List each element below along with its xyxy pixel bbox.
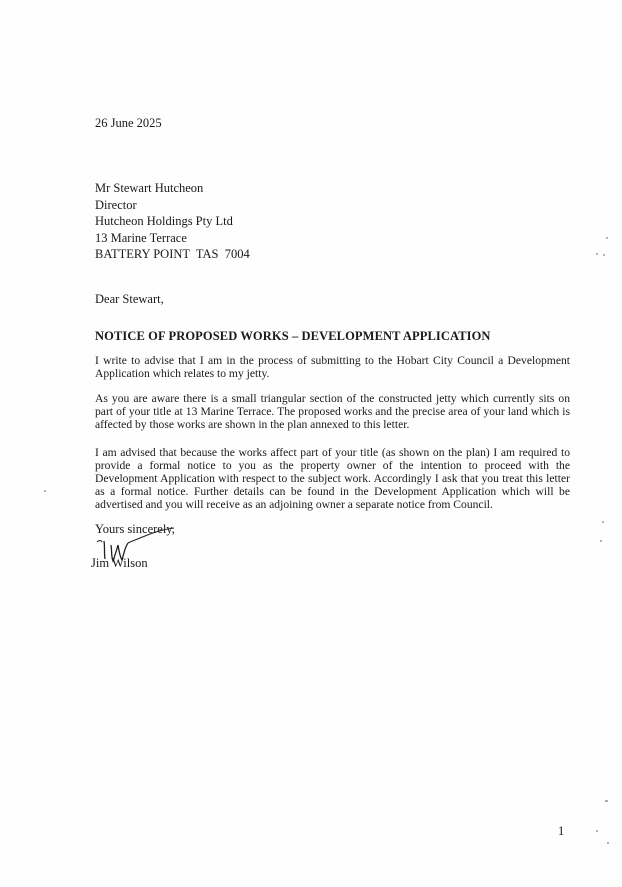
scan-speck — [603, 254, 605, 256]
closing: Yours sincerely, — [95, 522, 175, 536]
letter-date: 26 June 2025 — [95, 116, 162, 130]
scan-speck — [600, 540, 602, 542]
salutation: Dear Stewart, — [95, 292, 164, 306]
scan-speck — [596, 830, 598, 832]
scan-speck — [596, 253, 598, 255]
body-paragraph-2: As you are aware there is a small triangular section of the constructed jetty which currently sits on part of your title at 13 Marine Terrace. The proposed works and the precise area of your land which is affected by those works are shown in the plan annexed to this letter. — [95, 392, 570, 431]
scan-speck — [606, 237, 608, 239]
page-number: 1 — [558, 824, 565, 838]
scan-speck — [607, 842, 609, 844]
recipient-name: Mr Stewart Hutcheon — [95, 181, 204, 195]
recipient-title: Director — [95, 197, 137, 212]
scan-speck — [44, 490, 46, 492]
recipient-company: Hutcheon Holdings Pty Ltd — [95, 214, 233, 228]
recipient-locality: BATTERY POINT TAS 7004 — [95, 247, 250, 261]
subject-heading: NOTICE OF PROPOSED WORKS – DEVELOPMENT APPLICATION — [95, 329, 491, 343]
signatory-name: Jim Wilson — [91, 556, 148, 570]
body-paragraph-3: I am advised that because the works affect part of your title (as shown on the plan) I am required to provide a formal notice to you as the property owner of the intention to proceed with the Development Application with respect to the subject work. Accordingly I ask that you treat this letter as a formal notice. Further details can be found in the Development Application which will be advertised and you will receive as an adjoining owner a separate notice from Council. — [95, 446, 570, 511]
body-paragraph-1: I write to advise that I am in the process of submitting to the Hobart City Council a Development Application which relates to my jetty. — [95, 354, 570, 380]
recipient-street: 13 Marine Terrace — [95, 230, 187, 245]
recipient-address — [95, 180, 250, 263]
scan-speck — [602, 521, 604, 523]
scan-speck — [605, 800, 608, 802]
